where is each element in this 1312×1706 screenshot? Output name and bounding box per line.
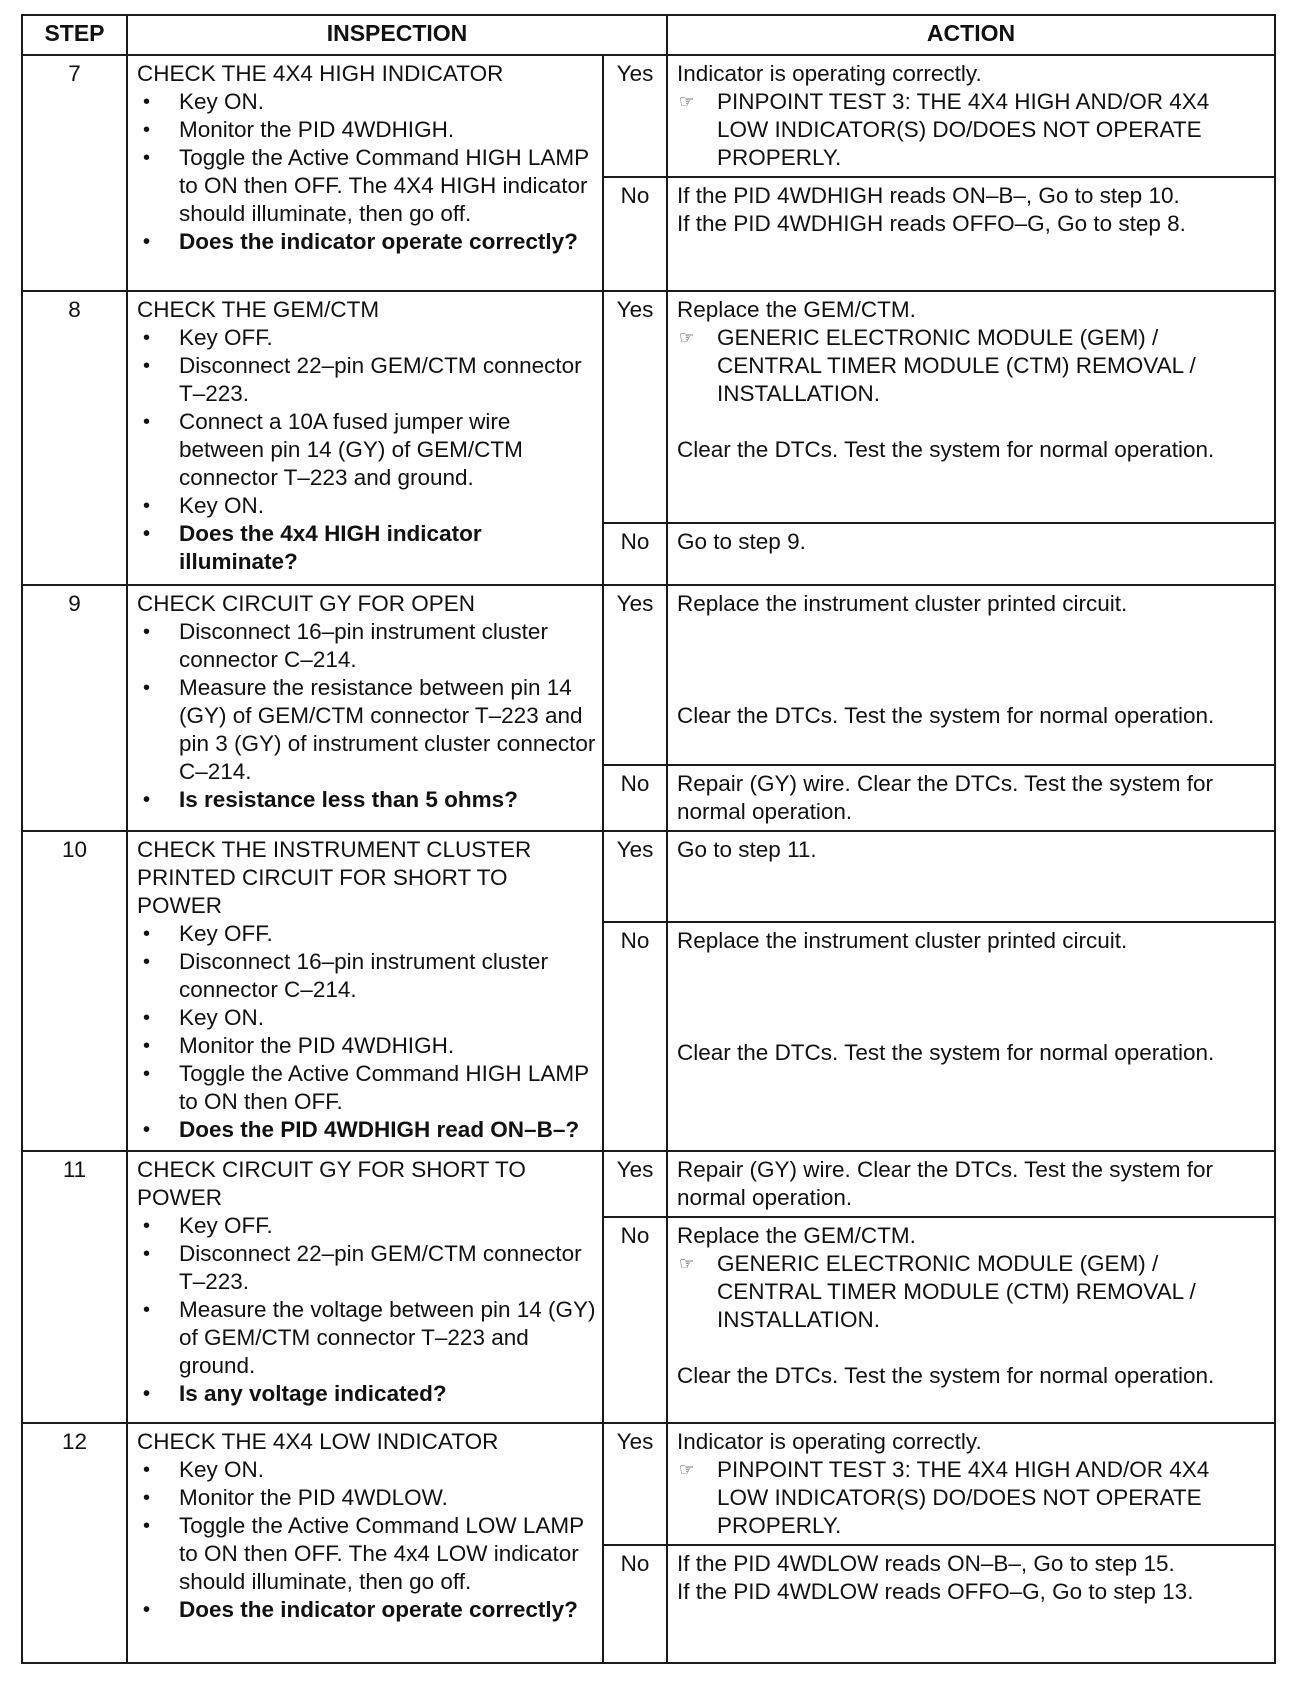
inspection-title: CHECK THE INSTRUMENT CLUSTER PRINTED CIRCUIT FOR SHORT TO POWER [137, 837, 532, 918]
bullet-item: • Key ON. [137, 1456, 596, 1484]
table-row [22, 55, 1275, 177]
inspection-question: • Does the indicator operate correctly? [137, 1596, 596, 1624]
bullet-item: • Toggle the Active Command HIGH LAMP to ON then OFF. The 4X4 HIGH indicator should illuminate, then go off. [137, 144, 596, 228]
inspection-cell [127, 831, 603, 1151]
inspection-bullets [137, 1456, 596, 1624]
yes-action-cell [667, 1151, 1275, 1217]
no-label: No [603, 177, 667, 291]
header-step: STEP [22, 15, 127, 55]
bullet-item: • Toggle the Active Command LOW LAMP to ON then OFF. The 4x4 LOW indicator should illuminate, then go off. [137, 1512, 596, 1596]
inspection-cell [127, 291, 603, 585]
yes-label: Yes [603, 55, 667, 177]
step-9-group [22, 585, 1275, 831]
no-label: No [603, 1217, 667, 1423]
table-row [22, 1151, 1275, 1217]
yes-action-cell [667, 831, 1275, 922]
no-action-cell [667, 177, 1275, 291]
reference-text: PINPOINT TEST 3: THE 4X4 HIGH AND/OR 4X4 LOW INDICATOR(S) DO/DOES NOT OPERATE PROPERLY. [717, 1457, 1210, 1538]
action-text: Clear the DTCs. Test the system for normal operation. [677, 1040, 1215, 1066]
step-8-group [22, 291, 1275, 585]
action-text: If the PID 4WDHIGH reads ON–B–, Go to step 10. [677, 183, 1180, 208]
bullet-item: • Key ON. [137, 88, 596, 116]
header-inspection: INSPECTION [127, 15, 667, 55]
yes-label: Yes [603, 585, 667, 765]
inspection-title: CHECK CIRCUIT GY FOR OPEN [137, 591, 475, 616]
action-text: Replace the GEM/CTM. [677, 1223, 916, 1248]
bullet-item: • Toggle the Active Command HIGH LAMP to ON then OFF. [137, 1060, 596, 1116]
action-text: Indicator is operating correctly. [677, 61, 982, 86]
inspection-question: • Does the indicator operate correctly? [137, 228, 596, 256]
yes-label: Yes [603, 1151, 667, 1217]
action-text: If the PID 4WDLOW reads OFFO–G, Go to step 13. [677, 1579, 1194, 1604]
bullet-item: • Monitor the PID 4WDHIGH. [137, 116, 596, 144]
yes-action-cell [667, 55, 1275, 177]
header-action: ACTION [667, 15, 1275, 55]
action-text: Clear the DTCs. Test the system for normal operation. [677, 1363, 1215, 1388]
step-number: 9 [22, 585, 127, 831]
inspection-bullets [137, 1212, 596, 1408]
action-text: Indicator is operating correctly. [677, 1429, 982, 1454]
pointing-hand-icon: ☞ [679, 1460, 695, 1479]
inspection-question: • Is any voltage indicated? [137, 1380, 596, 1408]
action-text: Clear the DTCs. Test the system for normal operation. [677, 703, 1215, 728]
no-label: No [603, 765, 667, 831]
bullet-item: • Disconnect 22–pin GEM/CTM connector T–223. [137, 1240, 596, 1296]
yes-label: Yes [603, 831, 667, 922]
no-action-cell [667, 523, 1275, 585]
yes-label: Yes [603, 291, 667, 523]
inspection-title: CHECK THE 4X4 HIGH INDICATOR [137, 61, 504, 86]
yes-action-cell [667, 1423, 1275, 1545]
bullet-item: • Key ON. [137, 1004, 596, 1032]
yes-action-cell [667, 585, 1275, 765]
bullet-item: • Measure the voltage between pin 14 (GY) of GEM/CTM connector T–223 and ground. [137, 1296, 596, 1380]
inspection-question: • Does the PID 4WDHIGH read ON–B–? [137, 1116, 596, 1144]
bullet-item: • Key ON. [137, 492, 596, 520]
bullet-item: • Disconnect 22–pin GEM/CTM connector T–223. [137, 352, 596, 408]
inspection-bullets [137, 920, 596, 1144]
step-12-group [22, 1423, 1275, 1663]
no-action-cell [667, 765, 1275, 831]
no-action-cell [667, 1217, 1275, 1423]
action-text: Repair (GY) wire. Clear the DTCs. Test the system for normal operation. [677, 1157, 1213, 1210]
no-label: No [603, 1545, 667, 1663]
bullet-item: • Key OFF. [137, 324, 596, 352]
bullet-item: • Disconnect 16–pin instrument cluster connector C–214. [137, 618, 596, 674]
bullet-item: • Monitor the PID 4WDHIGH. [137, 1032, 596, 1060]
no-action-cell [667, 922, 1275, 1151]
step-7-group [22, 55, 1275, 291]
reference-link[interactable] [677, 1456, 1266, 1540]
no-action-cell [667, 1545, 1275, 1663]
step-number: 7 [22, 55, 127, 291]
action-text: Replace the instrument cluster printed circuit. [677, 591, 1128, 616]
step-number: 8 [22, 291, 127, 585]
table-row [22, 831, 1275, 922]
reference-text: GENERIC ELECTRONIC MODULE (GEM) / CENTRAL TIMER MODULE (CTM) REMOVAL / INSTALLATION. [717, 1251, 1196, 1332]
inspection-cell [127, 1151, 603, 1423]
action-text: Clear the DTCs. Test the system for normal operation. [677, 437, 1215, 462]
reference-text: GENERIC ELECTRONIC MODULE (GEM) / CENTRAL TIMER MODULE (CTM) REMOVAL / INSTALLATION. [717, 325, 1196, 406]
reference-text: PINPOINT TEST 3: THE 4X4 HIGH AND/OR 4X4 LOW INDICATOR(S) DO/DOES NOT OPERATE PROPERLY. [717, 89, 1210, 170]
step-number: 11 [22, 1151, 127, 1423]
no-label: No [603, 922, 667, 1151]
inspection-bullets [137, 324, 596, 576]
inspection-cell [127, 1423, 603, 1663]
inspection-cell [127, 585, 603, 831]
reference-link[interactable] [677, 324, 1266, 408]
table-row [22, 1423, 1275, 1545]
yes-action-cell [667, 291, 1275, 523]
table-row [22, 585, 1275, 765]
action-text: Replace the GEM/CTM. [677, 297, 916, 322]
step-11-group [22, 1151, 1275, 1423]
bullet-item: • Disconnect 16–pin instrument cluster connector C–214. [137, 948, 596, 1004]
step-number: 10 [22, 831, 127, 1151]
reference-link[interactable] [677, 88, 1266, 172]
inspection-title: CHECK THE GEM/CTM [137, 297, 380, 322]
step-number: 12 [22, 1423, 127, 1663]
action-text: Repair (GY) wire. Clear the DTCs. Test the system for normal operation. [677, 771, 1213, 824]
bullet-item: • Monitor the PID 4WDLOW. [137, 1484, 596, 1512]
action-text: If the PID 4WDLOW reads ON–B–, Go to step 15. [677, 1551, 1175, 1576]
bullet-item: • Key OFF. [137, 920, 596, 948]
inspection-bullets [137, 88, 596, 256]
reference-link[interactable] [677, 1250, 1266, 1334]
bullet-item: • Connect a 10A fused jumper wire between pin 14 (GY) of GEM/CTM connector T–223 and ground. [137, 408, 596, 492]
bullet-item: • Measure the resistance between pin 14 (GY) of GEM/CTM connector T–223 and pin 3 (GY) of instrument cluster connector C–214. [137, 674, 596, 786]
pointing-hand-icon: ☞ [679, 1254, 695, 1273]
table-row [22, 291, 1275, 523]
inspection-question: • Is resistance less than 5 ohms? [137, 786, 596, 814]
inspection-title: CHECK CIRCUIT GY FOR SHORT TO POWER [137, 1157, 526, 1210]
action-text: If the PID 4WDHIGH reads OFFO–G, Go to step 8. [677, 211, 1186, 236]
header-row [22, 15, 1275, 55]
inspection-title: CHECK THE 4X4 LOW INDICATOR [137, 1429, 499, 1454]
inspection-cell [127, 55, 603, 291]
action-text: Go to step 9. [677, 529, 806, 554]
pointing-hand-icon: ☞ [679, 328, 695, 347]
inspection-question: • Does the 4x4 HIGH indicator illuminate? [137, 520, 596, 576]
inspection-bullets [137, 618, 596, 814]
yes-label: Yes [603, 1423, 667, 1545]
action-text: Go to step 11. [677, 837, 817, 862]
action-text: Replace the instrument cluster printed circuit. [677, 928, 1128, 954]
pointing-hand-icon: ☞ [679, 92, 695, 111]
bullet-item: • Key OFF. [137, 1212, 596, 1240]
diagnostic-table [21, 14, 1276, 1664]
no-label: No [603, 523, 667, 585]
step-10-group [22, 831, 1275, 1151]
